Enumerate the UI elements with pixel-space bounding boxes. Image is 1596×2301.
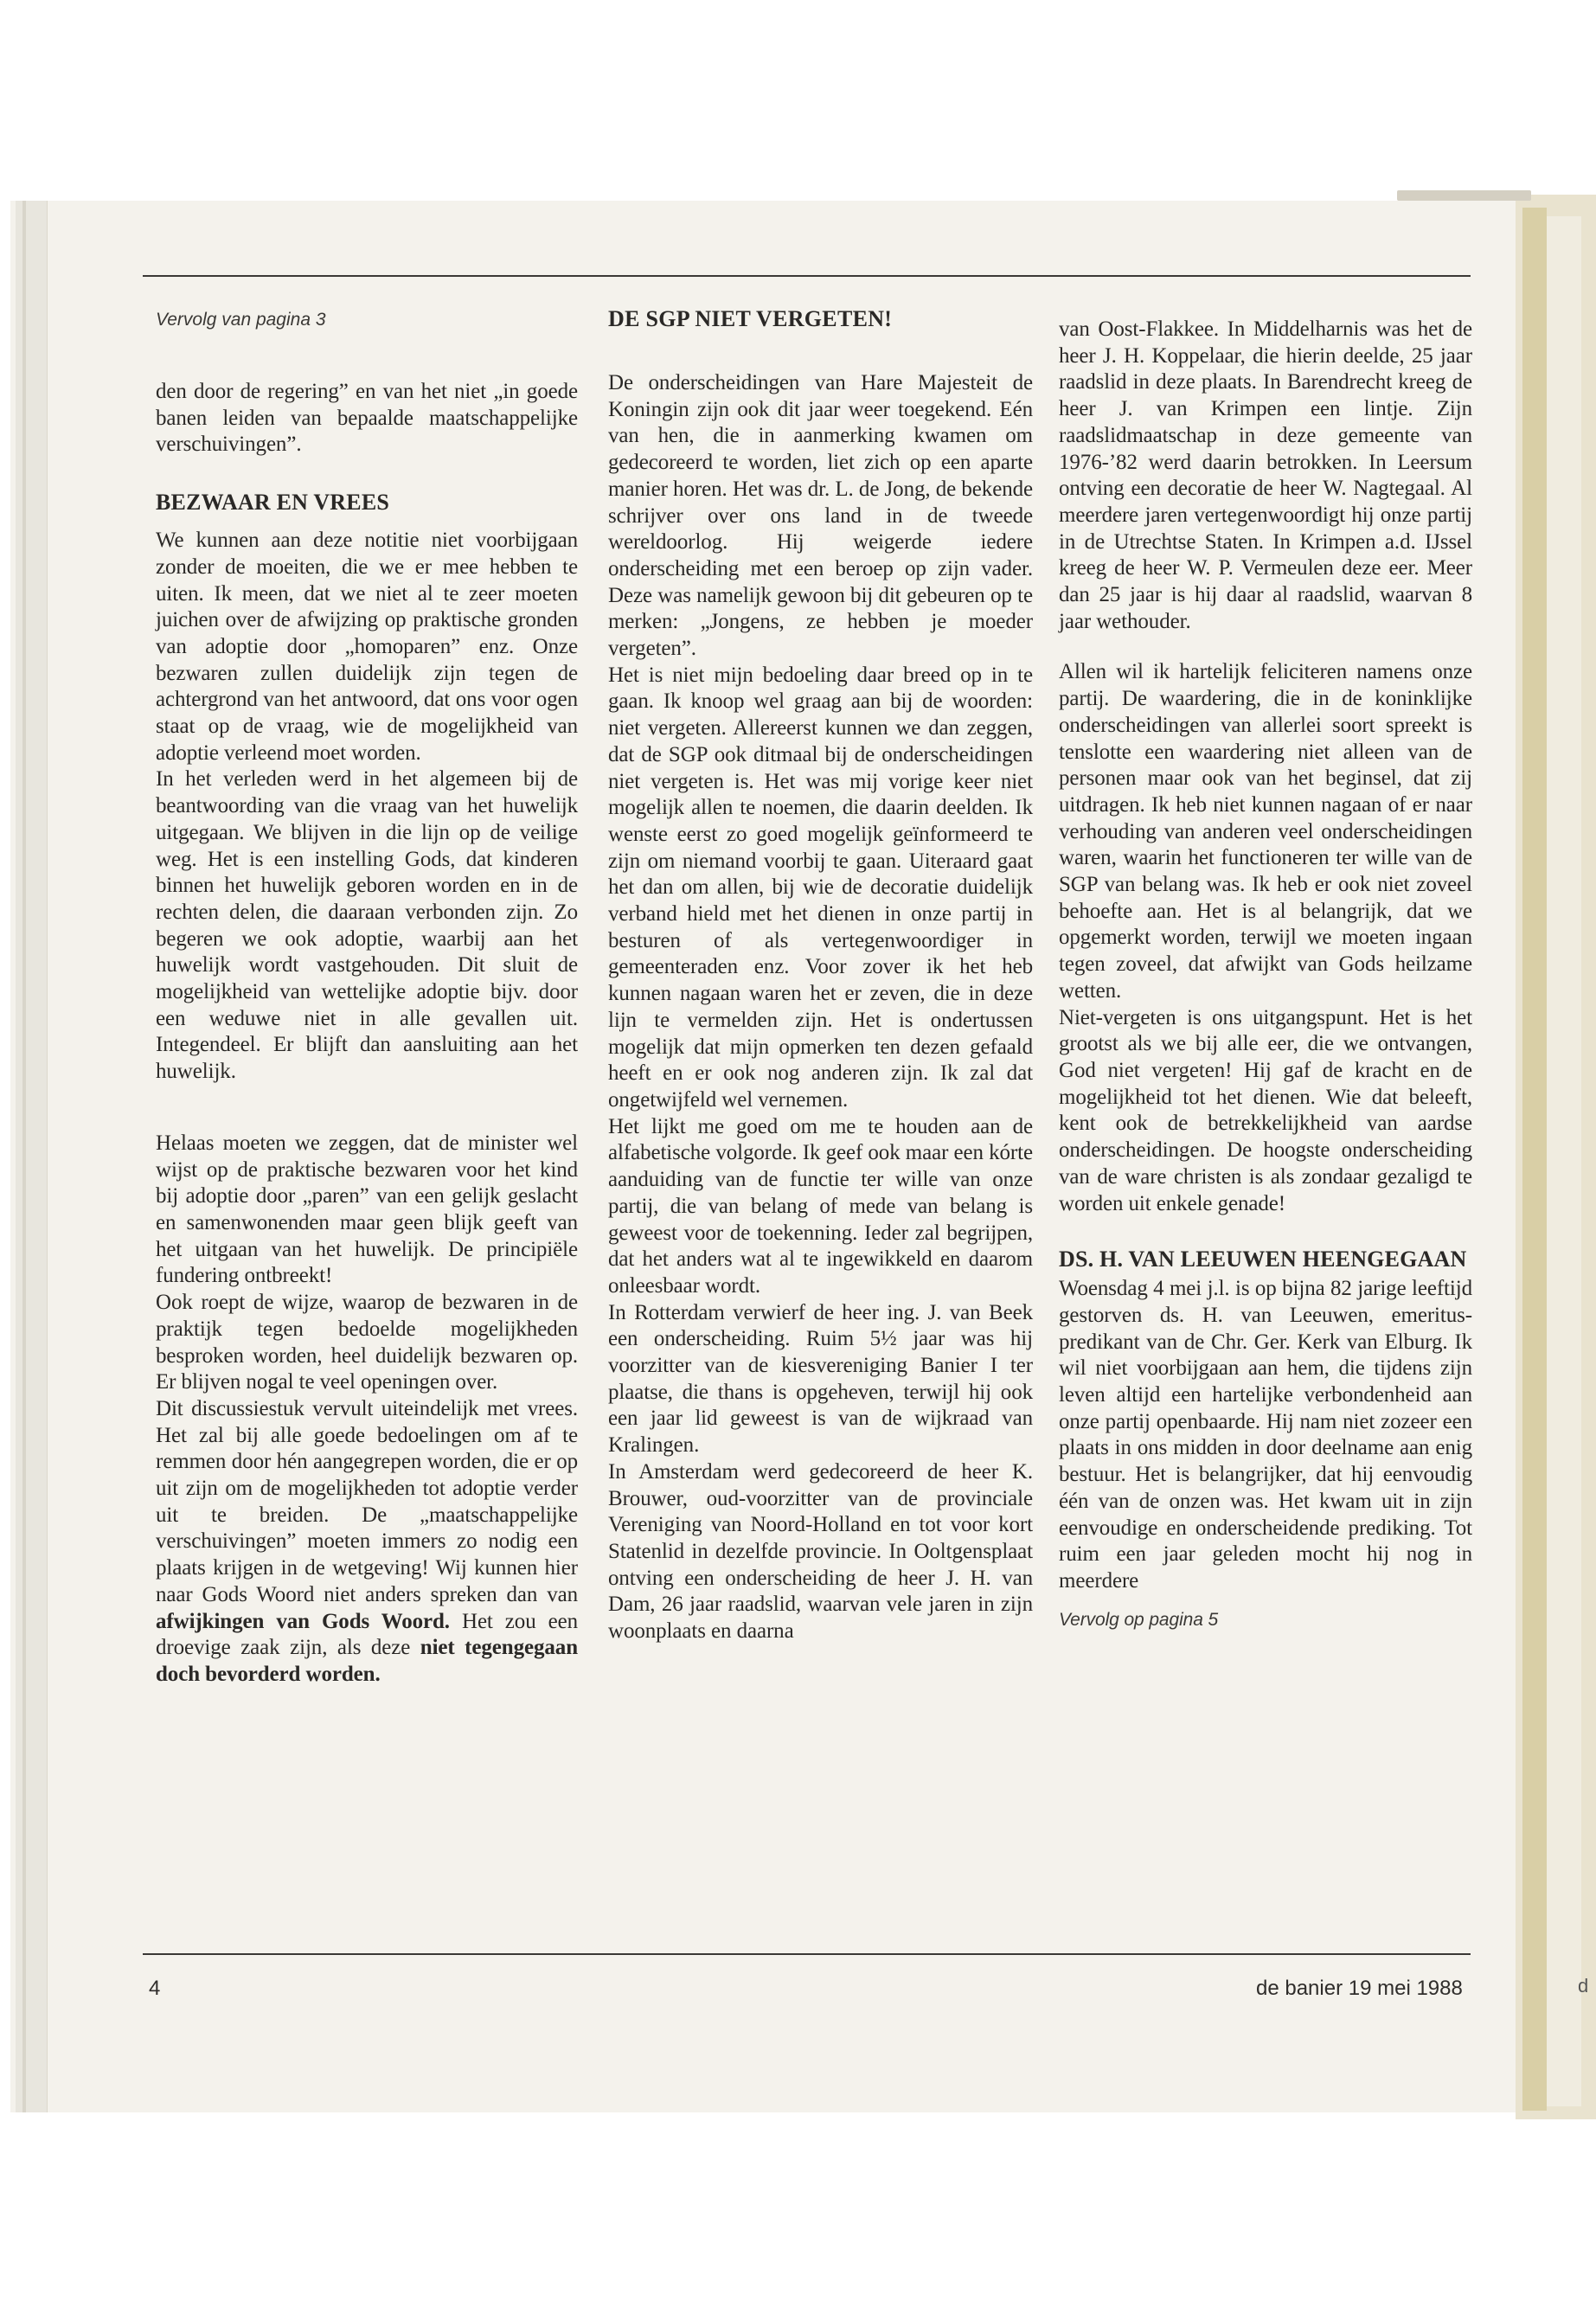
col1-p6-emphasis-2: niet tegengegaan doch bevorderd worden. — [156, 1636, 578, 1686]
col1-paragraph-3: In het verleden werd in het algemeen bij de beantwoording van die vraag van het huwelijk uitgegaan. We blijven in die lijn op de veilige weg. Het is een instelling Gods, dat kinderen binnen het huwelijk geboren worden en in de rechten delen, die daaraan verbonden zijn. Zo begeren we ook adoptie, waarbij aan het huwelijk wordt vastgehouden. Dit sluit de mogelijkheid van wettelijke adoptie bijv. door een weduwe niet in alle gevallen uit. Integendeel. Er blijft dan aansluiting aan het huwelijk. — [156, 767, 578, 1084]
continued-from-label: Vervolg van pagina 3 — [156, 310, 326, 330]
page-corner-mark — [1397, 190, 1531, 201]
adjacent-page-letter: d — [1578, 1975, 1589, 1997]
page-number: 4 — [149, 1977, 161, 2000]
col2-paragraph-2: Het is niet mijn bedoeling daar breed op in te gaan. Ik knoop wel graag aan bij de woorden: niet vergeten. Allereerst kunnen we dan zeggen, dat de SGP ook ditmaal bij de onderscheidingen niet vergeten is. Het was mij vorige keer niet mogelijk allen te noemen, die daarin deelden. Ik wenste eerst zo goed mogelijk geïnformeerd te zijn om niemand voorbij te gaan. Uiteraard gaat het dan om allen, bij wie de decoratie duidelijk verband hield met het dienen in onze partij in besturen of als vertegenwoordiger in gemeenteraden enz. Voor zover ik het heb kunnen nagaan waren het er zeven, die in deze lijn te vermelden zijn. Het is ondertussen mogelijk dat mijn opmerken ten dezen gefaald heeft en er ook nog anderen zijn. Ik zal dat ongetwijfeld wel vernemen. — [608, 663, 1033, 1112]
col2-paragraph-3: Het lijkt me goed om me te houden aan de alfabetische volgorde. Ik geef ook maar een kórte aanduiding van de functie ter wille van onze partij, die van belang of mede van belang is geweest voor de toekenning. Ieder zal begrijpen, dat het anders wat al te ingewikkeld en daarom onleesbaar wordt. — [608, 1114, 1033, 1298]
adjacent-page — [1547, 216, 1581, 2106]
binding-gutter-line — [22, 201, 26, 2112]
column-2 — [608, 370, 1033, 1645]
col1-paragraph-5: Ook roept de wijze, waarop de bezwaren in de praktijk tegen bedoelde mogelijkheden besproken worden, heel duidelijk bezwaren op. Er blijven nogal te veel openingen over. — [156, 1291, 578, 1394]
col1-paragraph-1: den door de regering” en van het niet „in goede banen leiden van bepaalde maatschappelijke verschuivingen”. — [156, 380, 578, 457]
publication-date: de banier 19 mei 1988 — [1256, 1977, 1463, 2000]
col3-paragraph-4: Woensdag 4 mei j.l. is op bijna 82 jarige leeftijd gestorven ds. H. van Leeuwen, emeritus-predikant van de Chr. Ger. Kerk van Elburg. Ik wil niet voorbijgaan aan hem, die tijdens zijn leven altijd een hartelijke verbondenheid aan onze partij openbaarde. Hij nam niet zozeer een plaats in ons midden in door deelname aan enig bestuur. Het is belangrijker, dat hij eenvoudig één van de onzen was. Het kwam uit in zijn eenvoudige en onderscheidende prediking. Tot ruim een jaar geleden mocht hij nog in meerdere — [1059, 1277, 1472, 1593]
column-1 — [156, 379, 578, 1689]
col1-paragraph-2: We kunnen aan deze notitie niet voorbijgaan zonder de moeiten, die we er mee hebben te uiten. Ik meen, dat we niet al te zeer moeten juichen over de afwijzing op praktische gronden van adoptie door „homoparen” enz. Onze bezwaren zullen duidelijk zijn tegen de achtergrond van het antwoord, dat ons voor ogen staat op de vraag, wie de mogelijkheid van adoptie verleend moet worden. — [156, 529, 578, 765]
col3-paragraph-3: Niet-vergeten is ons uitgangspunt. Het is het grootst als we bij alle eer, die we ontvangen, God niet vergeten! Hij gaf de kracht en de mogelijkheid tot het dienen. Wie dat beleeft, kent ook de betrekkelijkheid van aardse onderscheidingen. De hoogste onderscheiding van de ware christen is als zondaar gezaligd te worden uit enkele genade! — [1059, 1005, 1472, 1215]
col1-p6-text-a: Dit discussiestuk vervult uiteindelijk met vrees. Het zal bij alle goede bedoelingen om af te remmen door hén aangegrepen worden, die er op uit zijn om de mogelijkheden tot adoptie verder uit te breiden. De „maatschappelijke verschuivingen” moeten immers zo nodig een plaats krijgen in de wetgeving! Wij kunnen hier naar Gods Woord niet anders spreken dan van — [156, 1396, 578, 1606]
col2-paragraph-5: In Amsterdam werd gedecoreerd de heer K. Brouwer, oud-voorzitter van de provinciale Vereniging van Noord-Holland en tot voor kort Statenlid in dezelfde provincie. In Ooltgensplaat ontving een onderscheiding de heer J. H. van Dam, 26 jaar raadslid, waarvan vele jaren in zijn woonplaats en daarna — [608, 1459, 1033, 1644]
section-title: DE SGP NIET VERGETEN! — [608, 306, 893, 331]
col2-paragraph-4: In Rotterdam verwierf de heer ing. J. van Beek een onderscheiding. Ruim 5½ jaar was hij voorzitter van de kiesvereniging Banier I ter plaatse, die thans is opgeheven, terwijl hij ook een jaar lid geweest is van de wijkraad van Kralingen. — [608, 1300, 1033, 1458]
col1-paragraph-4: Helaas moeten we zeggen, dat de minister wel wijst op de praktische bezwaren voor het kind bij adoptie door „paren” van een gelijk geslacht en samenwonenden maar geen blijk geeft van het uitgaan van het huwelijk. De principiële fundering ontbreekt! — [156, 1131, 578, 1288]
binding-gutter — [16, 201, 48, 2112]
footer-rule — [143, 1953, 1471, 1955]
col1-p6-emphasis-1: afwijkingen van Gods Woord. — [156, 1609, 450, 1633]
col3-paragraph-2: Allen wil ik hartelijk feliciteren namens onze partij. De waardering, die in de koninklijke onderscheidingen van allerlei soort spreekt is tenslotte een waardering niet alleen van de personen maar ook van het beginsel, dat zij uitdragen. Ik heb niet kunnen nagaan of er naar verhouding van anderen veel onderscheidingen waren, waarin het functioneren ter wille van de SGP van belang was. Ik heb er ook niet zoveel behoefte aan. Het is al belangrijk, dat we opgemerkt worden, terwijl we moeten ingaan tegen zoveel, dat afwijkt van Gods heilzame wetten. — [1059, 660, 1472, 1003]
col2-paragraph-1: De onderscheidingen van Hare Majesteit de Koningin zijn ook dit jaar weer toegekend. Eén van hen, die in aanmerking kwamen om gedecoreerd te worden, liet zich op een aparte manier horen. Het was dr. L. de Jong, de bekende schrijver over ons land in de tweede wereldoorlog. Hij weigerde iedere onderscheiding met een beroep op zijn vader. Deze was namelijk gewoon bij dit gebeuren op te merken: „Jongens, ze hebben je moeder vergeten”. — [608, 371, 1033, 661]
continued-on-label: Vervolg op pagina 5 — [1059, 1609, 1219, 1630]
column-3 — [1059, 317, 1472, 1633]
heading-bezwaar-en-vrees: BEZWAAR EN VREES — [156, 490, 390, 516]
header-rule — [143, 275, 1471, 277]
col3-paragraph-1: van Oost-Flakkee. In Middelharnis was het de heer J. H. Koppelaar, die hierin deelde, 25 jaar raadslid in deze plaats. In Barendrecht kreeg de heer J. van Krimpen een lintje. Zijn raadslidmaatschap in deze gemeente van 1976-’82 werd daarin betrokken. In Leersum ontving een decoratie de heer W. Nagtegaal. Al meerdere jaren vertegenwoordigt hij onze partij in de Utrechtse Staten. In Krimpen a.d. IJssel kreeg de heer W. P. Vermeulen deze eer. Meer dan 25 jaar is hij daar al raadslid, waarvan 8 jaar wethouder. — [1059, 317, 1472, 633]
col1-paragraph-6 — [156, 1396, 578, 1689]
heading-ds-van-leeuwen: DS. H. VAN LEEUWEN HEENGEGAAN — [1059, 1247, 1467, 1272]
col1-p6-text-b: Het zou een droevige zaak zijn, als deze — [156, 1609, 579, 1660]
adjacent-page-shadow — [1522, 208, 1547, 2111]
